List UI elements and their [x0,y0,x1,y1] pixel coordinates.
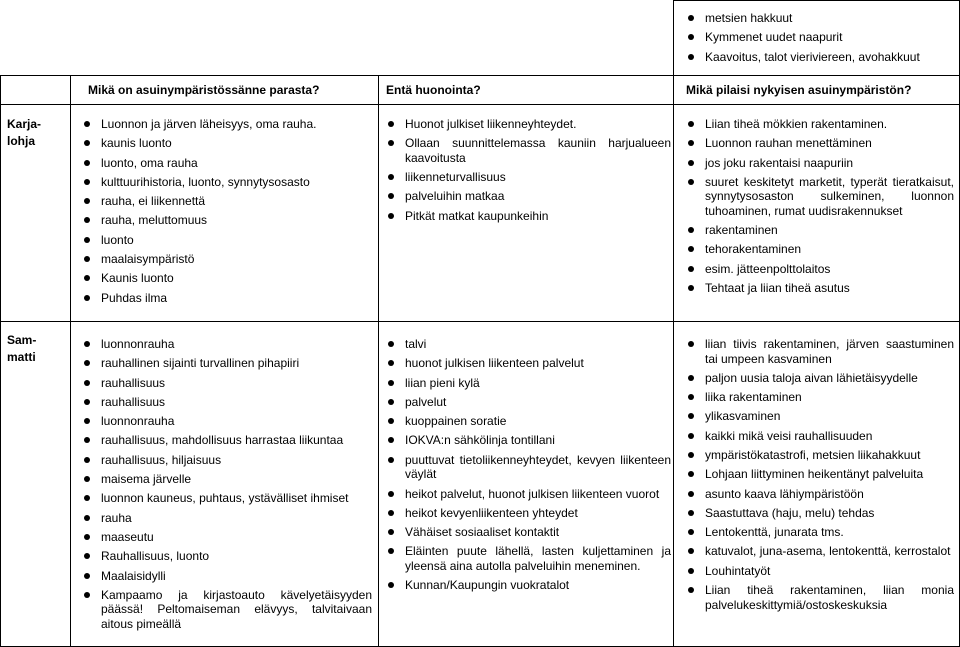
list-item: Luonnon ja järven läheisyys, oma rauha. [82,117,372,132]
list-item: luonnon kauneus, puhtaus, ystävälliset ihmiset [82,491,372,506]
spoil-list [686,117,954,296]
list-item: kuoppainen soratie [386,414,671,429]
top-list [686,11,956,64]
list-item: luonnonrauha [82,414,372,429]
list-item: metsien hakkuut [686,11,956,26]
list-item: kaunis luonto [82,136,372,151]
list-item: Puhdas ilma [82,291,372,306]
list-item: rauhallisuus, hiljaisuus [82,453,372,468]
list-item: Kunnan/Kaupungin vuokratalot [386,578,671,593]
list-item: maalaisympäristö [82,252,372,267]
list-item: rauhallisuus [82,376,372,391]
list-item: katuvalot, juna-asema, lentokenttä, kerrostalot [686,544,954,559]
list-item: Eläinten puute lähellä, lasten kuljettaminen ja yleensä aina autolla palveluihin meneminen. [386,544,671,573]
list-item: tehorakentaminen [686,242,954,257]
spoil-cell [686,337,954,617]
list-item: Ollaan suunnittelemassa kauniin harjualueen kaavoitusta [386,136,671,165]
list-item: Saastuttava (haju, melu) tehdas [686,506,954,521]
best-cell [82,117,372,310]
list-item: suuret keskitetyt marketit, typerät tieratkaisut, synnytysosaston sulkeminen, luonnon tuhoaminen, rumat uudisrakennukset [686,175,954,219]
list-item: huonot julkisen liikenteen palvelut [386,356,671,371]
region-label: Karja- lohja [7,117,42,148]
list-item: Kaavoitus, talot vieriviereen, avohakkuut [686,50,956,65]
list-item: kaikki mikä veisi rauhallisuuden [686,429,954,444]
best-list [82,337,372,631]
list-item: Rauhallisuus, luonto [82,549,372,564]
list-item: talvi [386,337,671,352]
column-header-best: Mikä on asuinympäristössänne parasta? [88,83,320,97]
table-line [0,104,960,105]
list-item: Lentokenttä, junarata tms. [686,525,954,540]
list-item: ympäristökatastrofi, metsien liikahakkuut [686,448,954,463]
list-item: maaseutu [82,530,372,545]
best-list [82,117,372,305]
list-item: puuttuvat tietoliikenneyhteydet, kevyen liikenteen väylät [386,453,671,482]
worst-cell [386,117,671,228]
list-item: rakentaminen [686,223,954,238]
list-item: Maalaisidylli [82,569,372,584]
column-header-spoil: Mikä pilaisi nykyisen asuinympäristön? [686,83,912,97]
list-item: asunto kaava lähiympäristöön [686,487,954,502]
worst-cell [386,337,671,598]
list-item: Tehtaat ja liian tiheä asutus [686,281,954,296]
list-item: luonto, oma rauha [82,156,372,171]
list-item: Huonot julkiset liikenneyhteydet. [386,117,671,132]
list-item: palveluihin matkaa [386,189,671,204]
column-header-worst: Entä huonointa? [386,83,481,97]
table-line [673,0,674,647]
list-item: palvelut [386,395,671,410]
worst-list [386,337,671,593]
list-item: heikot kevyenliikenteen yhteydet [386,506,671,521]
list-item: rauha, ei liikennettä [82,194,372,209]
list-item: Kymmenet uudet naapurit [686,30,956,45]
list-item: kulttuurihistoria, luonto, synnytysosasto [82,175,372,190]
list-item: Liian tiheä rakentaminen, liian monia palvelukeskittymiä/ostoskeskuksia [686,583,954,612]
list-item: jos joku rakentaisi naapuriin [686,156,954,171]
spoil-list [686,337,954,612]
list-item: Luonnon rauhan menettäminen [686,136,954,151]
list-item: luonto [82,233,372,248]
list-item: Louhintatyöt [686,564,954,579]
list-item: rauha, meluttomuus [82,213,372,228]
table-line [673,0,960,1]
list-item: ylikasvaminen [686,409,954,424]
list-item: Pitkät matkat kaupunkeihin [386,209,671,224]
worst-list [386,117,671,223]
list-item: liika rakentaminen [686,390,954,405]
list-item: luonnonrauha [82,337,372,352]
list-item: Liian tiheä mökkien rakentaminen. [686,117,954,132]
table-line [378,75,379,647]
list-item: liikenneturvallisuus [386,170,671,185]
list-item: maisema järvelle [82,472,372,487]
list-item: heikot palvelut, huonot julkisen liikenteen vuorot [386,487,671,502]
list-item: rauha [82,511,372,526]
table-line [0,321,960,322]
best-cell [82,337,372,636]
list-item: liian pieni kylä [386,376,671,391]
list-item: esim. jätteenpolttolaitos [686,262,954,277]
list-item: IOKVA:n sähkölinja tontillani [386,433,671,448]
list-item: rauhallinen sijainti turvallinen pihapiiri [82,356,372,371]
list-item: Lohjaan liittyminen heikentänyt palveluita [686,467,954,482]
list-item: liian tiivis rakentaminen, järven saastuminen tai umpeen kasvaminen [686,337,954,366]
table-line [0,75,1,647]
table-line [70,75,71,647]
list-item: rauhallisuus [82,395,372,410]
spoil-cell [686,117,954,300]
list-item: rauhallisuus, mahdollisuus harrastaa liikuntaa [82,433,372,448]
list-item: Kampaamo ja kirjastoauto kävelyetäisyyden päässä! Peltomaiseman elävyys, talvitaivaan aitous pimeällä [82,588,372,632]
list-item: paljon uusia taloja aivan lähietäisyydelle [686,371,954,386]
list-item: Vähäiset sosiaaliset kontaktit [386,525,671,540]
top-continuation-cell [686,11,956,69]
list-item: Kaunis luonto [82,271,372,286]
table-line [0,75,960,76]
region-label: Sam- matti [7,333,37,364]
